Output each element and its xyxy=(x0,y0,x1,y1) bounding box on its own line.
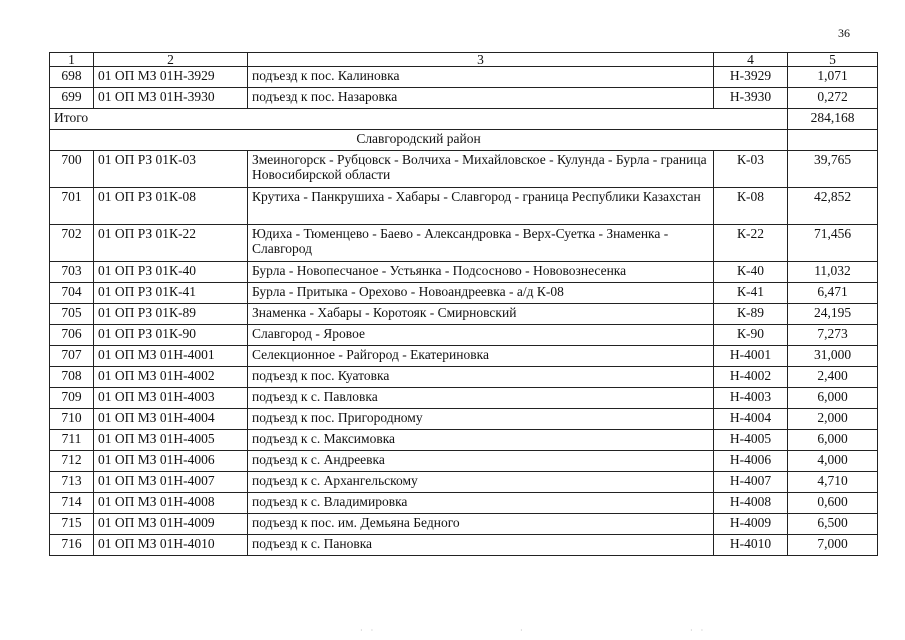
table-row xyxy=(50,325,878,346)
table-row xyxy=(50,262,878,283)
table-row xyxy=(50,67,878,88)
road-length: 6,000 xyxy=(788,430,878,451)
road-code: 01 ОП МЗ 01Н-4008 xyxy=(94,493,248,514)
road-code: 01 ОП РЗ 01К-40 xyxy=(94,262,248,283)
road-code: 01 ОП МЗ 01Н-3930 xyxy=(94,88,248,109)
road-index: Н-4010 xyxy=(714,535,788,556)
row-number: 710 xyxy=(50,409,94,430)
road-name: подъезд к пос. Калиновка xyxy=(248,67,714,88)
road-code: 01 ОП МЗ 01Н-4004 xyxy=(94,409,248,430)
row-number: 715 xyxy=(50,514,94,535)
road-name: подъезд к пос. Пригородному xyxy=(248,409,714,430)
road-length: 4,710 xyxy=(788,472,878,493)
road-name: Юдиха - Тюменцево - Баево - Александровка - Верх-Суетка - Знаменка - Славгород xyxy=(248,225,714,262)
road-code: 01 ОП МЗ 01Н-4001 xyxy=(94,346,248,367)
road-index: К-22 xyxy=(714,225,788,262)
road-code: 01 ОП РЗ 01К-03 xyxy=(94,151,248,188)
road-name: Знаменка - Хабары - Коротояк - Смирновский xyxy=(248,304,714,325)
total-label: Итого xyxy=(50,109,788,130)
road-length: 6,000 xyxy=(788,388,878,409)
road-name: подъезд к пос. Назаровка xyxy=(248,88,714,109)
table-row xyxy=(50,88,878,109)
road-length: 11,032 xyxy=(788,262,878,283)
table-row xyxy=(50,346,878,367)
row-number: 712 xyxy=(50,451,94,472)
road-code: 01 ОП МЗ 01Н-4007 xyxy=(94,472,248,493)
road-name: Змеиногорск - Рубцовск - Волчиха - Михайловское - Кулунда - Бурла - граница Новосибирской области xyxy=(248,151,714,188)
road-index: Н-3930 xyxy=(714,88,788,109)
road-length: 24,195 xyxy=(788,304,878,325)
road-length: 42,852 xyxy=(788,188,878,225)
road-code: 01 ОП РЗ 01К-08 xyxy=(94,188,248,225)
road-index: К-89 xyxy=(714,304,788,325)
row-number: 714 xyxy=(50,493,94,514)
row-number: 701 xyxy=(50,188,94,225)
road-length: 6,500 xyxy=(788,514,878,535)
header-cell: 3 xyxy=(248,53,714,67)
road-code: 01 ОП МЗ 01Н-4002 xyxy=(94,367,248,388)
road-index: Н-4007 xyxy=(714,472,788,493)
road-name: подъезд к с. Максимовка xyxy=(248,430,714,451)
road-index: Н-4008 xyxy=(714,493,788,514)
road-name: подъезд к с. Андреевка xyxy=(248,451,714,472)
row-number: 716 xyxy=(50,535,94,556)
road-length: 7,000 xyxy=(788,535,878,556)
header-cell: 4 xyxy=(714,53,788,67)
road-index: К-90 xyxy=(714,325,788,346)
section-empty-cell xyxy=(788,130,878,151)
road-code: 01 ОП РЗ 01К-22 xyxy=(94,225,248,262)
road-length: 0,272 xyxy=(788,88,878,109)
table-row xyxy=(50,472,878,493)
row-number: 713 xyxy=(50,472,94,493)
road-index: К-41 xyxy=(714,283,788,304)
road-length: 6,471 xyxy=(788,283,878,304)
road-code: 01 ОП РЗ 01К-89 xyxy=(94,304,248,325)
header-cell: 5 xyxy=(788,53,878,67)
table-row xyxy=(50,409,878,430)
total-row xyxy=(50,109,878,130)
row-number: 702 xyxy=(50,225,94,262)
scan-artifact: · · xyxy=(360,626,377,635)
row-number: 699 xyxy=(50,88,94,109)
road-length: 71,456 xyxy=(788,225,878,262)
road-index: Н-4005 xyxy=(714,430,788,451)
road-code: 01 ОП МЗ 01Н-4003 xyxy=(94,388,248,409)
row-number: 709 xyxy=(50,388,94,409)
row-number: 707 xyxy=(50,346,94,367)
road-length: 31,000 xyxy=(788,346,878,367)
road-name: подъезд к с. Павловка xyxy=(248,388,714,409)
road-index: Н-4006 xyxy=(714,451,788,472)
table-row xyxy=(50,367,878,388)
road-length: 2,000 xyxy=(788,409,878,430)
road-name: подъезд к пос. Куатовка xyxy=(248,367,714,388)
road-code: 01 ОП МЗ 01Н-4009 xyxy=(94,514,248,535)
road-name: Крутиха - Панкрушиха - Хабары - Славгород - граница Республики Казахстан xyxy=(248,188,714,225)
row-number: 700 xyxy=(50,151,94,188)
row-number: 711 xyxy=(50,430,94,451)
page-number: 36 xyxy=(838,26,850,40)
road-code: 01 ОП МЗ 01Н-3929 xyxy=(94,67,248,88)
road-code: 01 ОП РЗ 01К-41 xyxy=(94,283,248,304)
road-name: подъезд к с. Пановка xyxy=(248,535,714,556)
section-row xyxy=(50,130,878,151)
scan-artifact: · xyxy=(520,626,526,635)
table-row xyxy=(50,493,878,514)
table-row xyxy=(50,388,878,409)
row-number: 708 xyxy=(50,367,94,388)
road-index: Н-4003 xyxy=(714,388,788,409)
road-name: Бурла - Притыка - Орехово - Новоандреевка - а/д К-08 xyxy=(248,283,714,304)
road-index: Н-3929 xyxy=(714,67,788,88)
row-number: 698 xyxy=(50,67,94,88)
road-index: Н-4004 xyxy=(714,409,788,430)
road-name: Селекционное - Райгород - Екатериновка xyxy=(248,346,714,367)
table-row xyxy=(50,225,878,262)
header-cell: 1 xyxy=(50,53,94,67)
table-row xyxy=(50,430,878,451)
road-name: подъезд к с. Владимировка xyxy=(248,493,714,514)
road-index: К-08 xyxy=(714,188,788,225)
road-length: 7,273 xyxy=(788,325,878,346)
road-index: Н-4009 xyxy=(714,514,788,535)
road-code: 01 ОП МЗ 01Н-4005 xyxy=(94,430,248,451)
section-title: Славгородский район xyxy=(50,130,788,151)
road-length: 2,400 xyxy=(788,367,878,388)
table-row xyxy=(50,188,878,225)
table-row xyxy=(50,151,878,188)
scan-artifact: · · xyxy=(690,626,707,635)
road-name: подъезд к пос. им. Демьяна Бедного xyxy=(248,514,714,535)
road-index: К-40 xyxy=(714,262,788,283)
road-name: подъезд к с. Архангельскому xyxy=(248,472,714,493)
road-index: Н-4002 xyxy=(714,367,788,388)
row-number: 704 xyxy=(50,283,94,304)
road-name: Славгород - Яровое xyxy=(248,325,714,346)
total-value: 284,168 xyxy=(788,109,878,130)
header-cell: 2 xyxy=(94,53,248,67)
table-row xyxy=(50,535,878,556)
road-code: 01 ОП МЗ 01Н-4006 xyxy=(94,451,248,472)
header-row xyxy=(50,53,878,67)
row-number: 703 xyxy=(50,262,94,283)
table-row xyxy=(50,283,878,304)
road-code: 01 ОП МЗ 01Н-4010 xyxy=(94,535,248,556)
table-row xyxy=(50,304,878,325)
road-length: 1,071 xyxy=(788,67,878,88)
road-length: 4,000 xyxy=(788,451,878,472)
road-length: 0,600 xyxy=(788,493,878,514)
table-row xyxy=(50,451,878,472)
row-number: 705 xyxy=(50,304,94,325)
road-name: Бурла - Новопесчаное - Устьянка - Подсосново - Нововознесенка xyxy=(248,262,714,283)
road-length: 39,765 xyxy=(788,151,878,188)
row-number: 706 xyxy=(50,325,94,346)
roads-table xyxy=(49,52,878,556)
road-code: 01 ОП РЗ 01К-90 xyxy=(94,325,248,346)
table-row xyxy=(50,514,878,535)
road-index: Н-4001 xyxy=(714,346,788,367)
road-index: К-03 xyxy=(714,151,788,188)
